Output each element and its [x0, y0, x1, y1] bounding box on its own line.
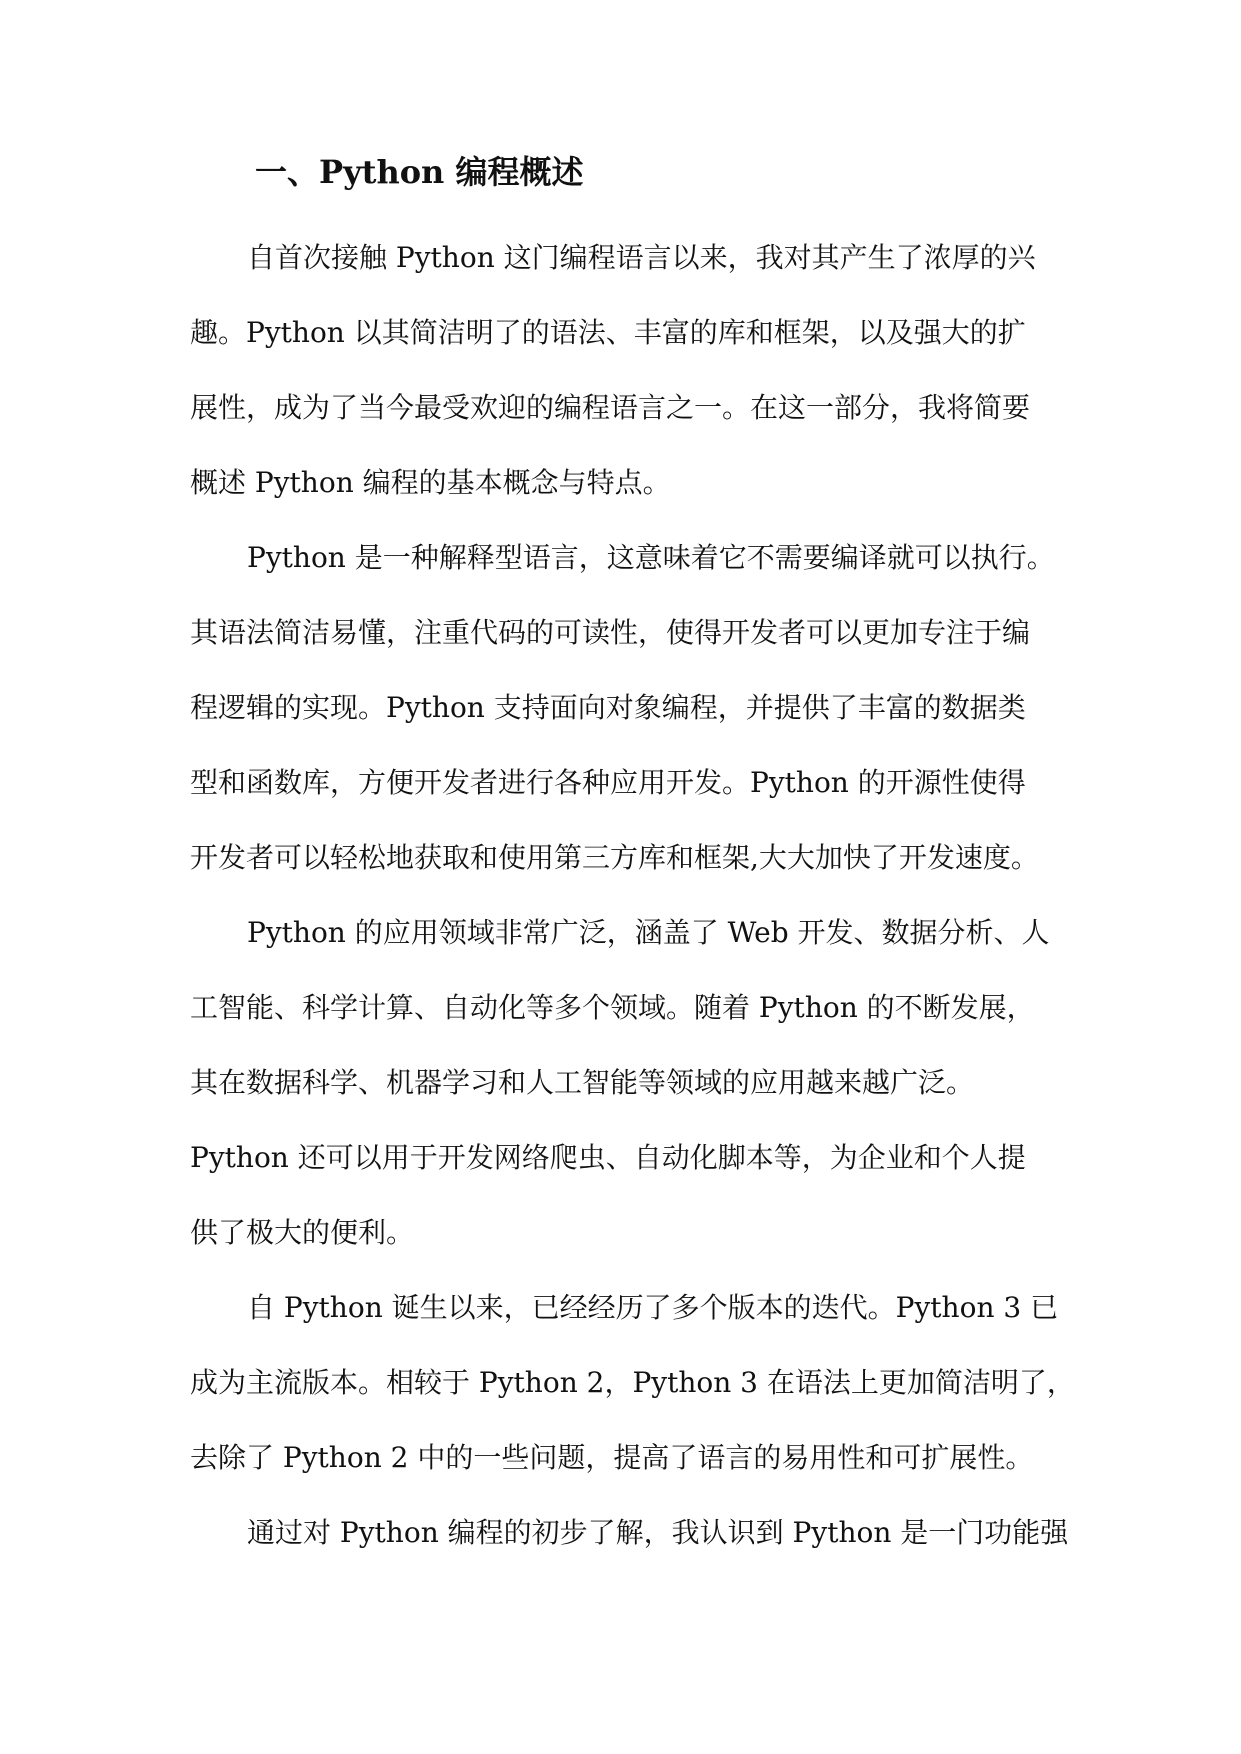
paragraph-line: Python 还可以用于开发网络爬虫、自动化脚本等，为企业和个人提: [190, 1141, 1026, 1174]
paragraph-line: 展性，成为了当今最受欢迎的编程语言之一。在这一部分，我将简要: [190, 391, 1031, 424]
paragraph-line: 去除了 Python 2 中的一些问题，提高了语言的易用性和可扩展性。: [190, 1441, 1034, 1474]
paragraph-line: 开发者可以轻松地获取和使用第三方库和框架,大大加快了开发速度。: [190, 841, 1039, 874]
paragraph-line: 程逻辑的实现。Python 支持面向对象编程，并提供了丰富的数据类: [190, 691, 1026, 724]
paragraph-line: 趣。Python 以其简洁明了的语法、丰富的库和框架，以及强大的扩: [190, 316, 1026, 349]
section-heading: 一、Python 编程概述: [255, 153, 584, 191]
paragraph-line: Python 是一种解释型语言，这意味着它不需要编译就可以执行。: [247, 541, 1055, 574]
paragraph-line: 自首次接触 Python 这门编程语言以来，我对其产生了浓厚的兴: [247, 241, 1036, 274]
paragraph-line: 概述 Python 编程的基本概念与特点。: [190, 466, 671, 499]
paragraph-line: 自 Python 诞生以来，已经经历了多个版本的迭代。Python 3 已: [247, 1291, 1059, 1324]
paragraph-line: Python 的应用领域非常广泛，涵盖了 Web 开发、数据分析、人: [247, 916, 1050, 949]
paragraph-line: 成为主流版本。相较于 Python 2，Python 3 在语法上更加简洁明了，: [190, 1366, 1075, 1399]
paragraph-line: 通过对 Python 编程的初步了解，我认识到 Python 是一门功能强: [247, 1516, 1069, 1549]
paragraph-line: 其在数据科学、机器学习和人工智能等领域的应用越来越广泛。: [190, 1066, 975, 1099]
paragraph-line: 工智能、科学计算、自动化等多个领域。随着 Python 的不断发展，: [190, 991, 1035, 1024]
paragraph-line: 供了极大的便利。: [190, 1216, 415, 1249]
paragraph-line: 其语法简洁易懂，注重代码的可读性，使得开发者可以更加专注于编: [190, 616, 1031, 649]
paragraph-line: 型和函数库，方便开发者进行各种应用开发。Python 的开源性使得: [190, 766, 1026, 799]
